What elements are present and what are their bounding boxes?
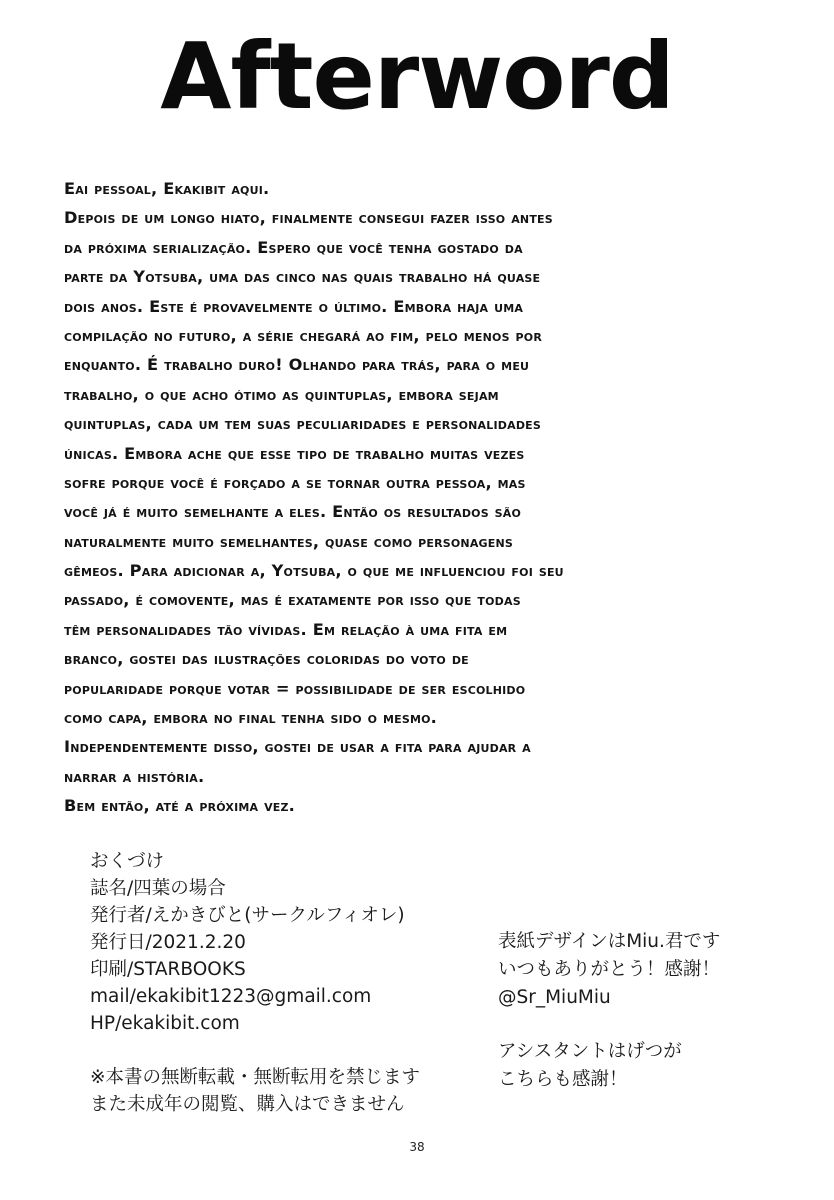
afterword-line: naturalmente muito semelhantes, quase como personagens	[64, 531, 514, 551]
afterword-line: Bem então, até a próxima vez.	[64, 796, 296, 816]
afterword-line: da próxima serialização. Espero que você tenha gostado da	[64, 237, 523, 257]
notice-line: ※本書の無断転載・無断転用を禁じます	[90, 1067, 421, 1088]
afterword-line: popularidade porque votar = possibilidade de ser escolhido	[64, 678, 526, 698]
afterword-line: branco, gostei das ilustrações coloridas do voto de	[64, 649, 469, 669]
afterword-line: Eai pessoal, Ekakibit aqui.	[64, 179, 270, 198]
afterword-line: quintuplas, cada um tem suas peculiaridades e personalidades	[64, 414, 541, 434]
copyright-notice	[90, 1064, 480, 1118]
afterword-line: Independentemente disso, gostei de usar a fita para ajudar a	[64, 737, 531, 757]
credits-handle: @Sr_MiuMiu	[498, 987, 611, 1008]
colophon-publisher: 発行者/えかきびと(サークルフィオレ)	[90, 905, 405, 926]
afterword-line: trabalho, o que acho ótimo as quintuplas, embora sejam	[64, 384, 499, 404]
credits-line: いつもありがとう！感謝！	[498, 959, 721, 980]
afterword-line: gêmeos. Para adicionar a, Yotsuba, o que me influenciou foi seu	[64, 561, 564, 581]
colophon-email: mail/ekakibit1223@gmail.com	[90, 986, 372, 1007]
afterword-line: Depois de um longo hiato, finalmente consegui fazer isso antes	[64, 208, 553, 228]
afterword-line: compilação no futuro, a série chegará ao fim, pelo menos por	[64, 325, 543, 345]
colophon-homepage: HP/ekakibit.com	[90, 1013, 240, 1034]
afterword-line: dois anos. Este é provavelmente o último. Embora haja uma	[64, 296, 524, 316]
afterword-line: únicas. Embora ache que esse tipo de trabalho muitas vezes	[64, 443, 525, 463]
page-title: Afterword	[160, 23, 674, 130]
afterword-line: você já é muito semelhante a eles. Então os resultados são	[64, 502, 522, 522]
assistant-line: アシスタントはげつが	[498, 1041, 682, 1062]
colophon-printer: 印刷/STARBOOKS	[90, 959, 246, 980]
afterword-body	[64, 174, 804, 821]
colophon-heading: おくづけ	[90, 851, 165, 872]
assistant-line: こちらも感謝！	[498, 1069, 628, 1090]
colophon-date: 発行日/2021.2.20	[90, 932, 246, 953]
afterword-line: sofre porque você é forçado a se tornar outra pessoa, mas	[64, 472, 526, 492]
afterword-line: enquanto. É trabalho duro! Olhando para trás, para o meu	[64, 355, 530, 375]
afterword-line: parte da Yotsuba, uma das cinco nas quais trabalho há quase	[64, 267, 541, 287]
afterword-line: passado, é comovente, mas é exatamente por isso que todas	[64, 590, 521, 610]
afterword-line: como capa, embora no final tenha sido o mesmo.	[64, 708, 437, 728]
notice-line: また未成年の閲覧、購入はできません	[90, 1094, 405, 1115]
credits-line: 表紙デザインはMiu.君です	[498, 931, 721, 952]
afterword-line: têm personalidades tão vívidas. Em relação à uma fita em	[64, 619, 508, 639]
colophon	[90, 848, 490, 1037]
page-number: 38	[409, 1140, 425, 1154]
cover-design-credits	[498, 928, 818, 1012]
assistant-credits	[498, 1038, 818, 1094]
afterword-line: narrar a história.	[64, 766, 205, 786]
colophon-title: 誌名/四葉の場合	[90, 878, 226, 899]
